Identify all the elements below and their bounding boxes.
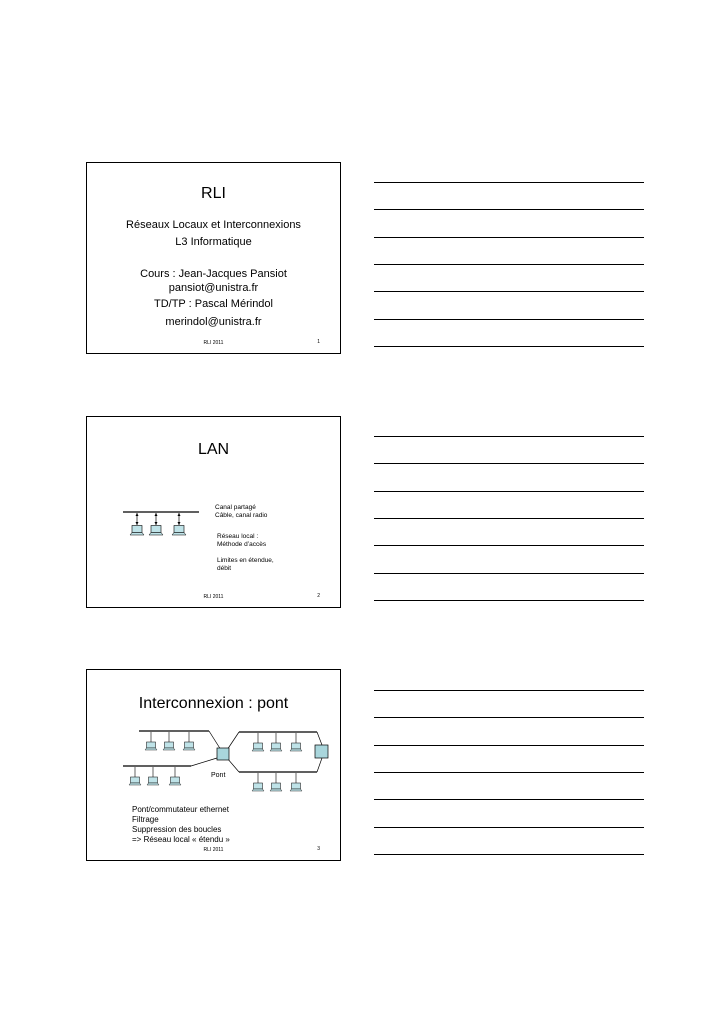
note-line — [374, 463, 644, 464]
course-title: Réseaux Locaux et Interconnexions — [126, 219, 301, 231]
note-limits: Limites en étendue, — [217, 557, 274, 564]
lan-computer — [183, 732, 195, 750]
note-line — [374, 264, 644, 265]
slide-title: RLI — [201, 185, 226, 202]
note-cable-radio: Câble, canal radio — [215, 512, 268, 519]
lan-computer — [169, 767, 181, 785]
slide-footer: RLI 2011 — [203, 847, 224, 853]
bridge-device — [217, 748, 229, 760]
note-local-network: Réseau local : — [217, 533, 259, 540]
note-line — [374, 690, 644, 691]
note-line — [374, 291, 644, 292]
lan-computer — [163, 732, 175, 750]
note-line — [374, 436, 644, 437]
note-throughput: débit — [217, 565, 232, 572]
lecturer-name: Cours : Jean-Jacques Pansiot — [140, 268, 287, 280]
note-line — [374, 745, 644, 746]
note-line — [374, 518, 644, 519]
lan-computer — [290, 733, 302, 751]
note-shared-channel: Canal partagé — [215, 504, 256, 511]
course-level: L3 Informatique — [175, 236, 252, 248]
slide-3 — [86, 669, 341, 861]
lan-computer — [252, 773, 264, 791]
lan-computer — [145, 732, 157, 750]
note-line — [374, 600, 644, 601]
slide-footer: RLI 2011 — [203, 594, 224, 600]
note-line — [374, 772, 644, 773]
bridge-topology-diagram — [121, 728, 321, 798]
lan-computer — [149, 513, 163, 535]
slide-number: 2 — [317, 593, 320, 599]
slide-number: 3 — [317, 846, 320, 852]
ta-email: merindol@unistra.fr — [165, 316, 262, 328]
note-line — [374, 237, 644, 238]
lan-computer — [129, 767, 141, 785]
note-access-method: Méthode d’accès — [217, 541, 267, 548]
bullet-extended-lan: => Réseau local « étendu » — [132, 835, 230, 844]
note-line — [374, 854, 644, 855]
lan-computer — [147, 767, 159, 785]
lan-computer — [172, 513, 186, 535]
lecturer-email: pansiot@unistra.fr — [168, 282, 259, 294]
note-line — [374, 346, 644, 347]
lan-computer — [130, 513, 144, 535]
note-line — [374, 827, 644, 828]
note-line — [374, 182, 644, 183]
bridge-label: Pont — [211, 772, 226, 779]
note-line — [374, 319, 644, 320]
lan-computer — [252, 733, 264, 751]
lan-computer — [270, 733, 282, 751]
note-line — [374, 573, 644, 574]
slide-2 — [86, 416, 341, 608]
slide-title: LAN — [197, 441, 230, 458]
bullet-filtering: Filtrage — [132, 815, 159, 824]
lan-computer — [290, 773, 302, 791]
ta-name: TD/TP : Pascal Mérindol — [153, 298, 273, 310]
bullet-switch: Pont/commutateur ethernet — [132, 805, 229, 814]
note-line — [374, 545, 644, 546]
slide-footer: RLI 2011 — [203, 340, 224, 346]
note-line — [374, 717, 644, 718]
note-line — [374, 209, 644, 210]
bridge-device — [315, 745, 328, 758]
bullet-loops: Suppression des boucles — [132, 825, 222, 834]
note-line — [374, 491, 644, 492]
lan-computer — [270, 773, 282, 791]
lan-bus-diagram — [121, 509, 211, 539]
slide-title: Interconnexion : pont — [138, 695, 289, 712]
slide-number: 1 — [317, 339, 320, 345]
slide-1 — [86, 162, 341, 354]
note-line — [374, 799, 644, 800]
